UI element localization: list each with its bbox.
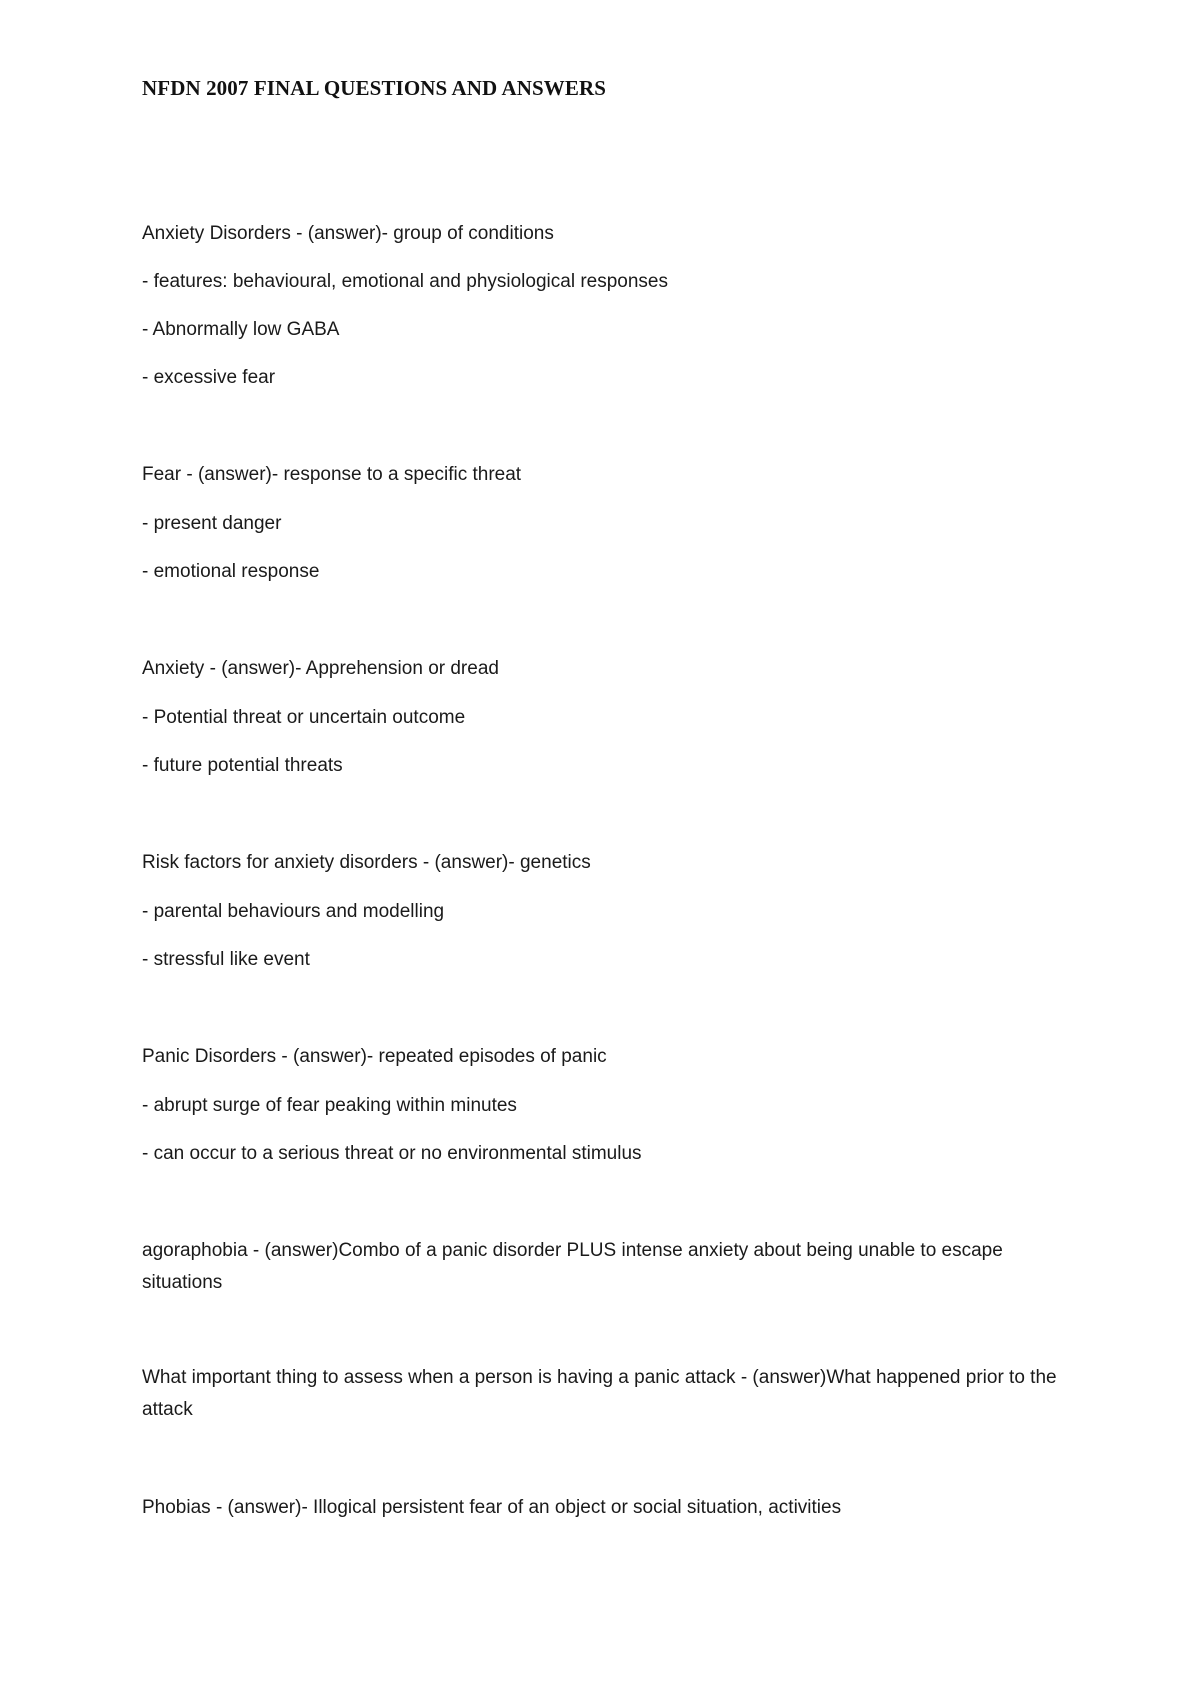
- entry-point: - can occur to a serious threat or no environmental stimulus: [142, 1143, 642, 1164]
- entry-term: Panic Disorders - (answer)- repeated episodes of panic: [142, 1046, 607, 1067]
- entry-term: Phobias - (answer)- Illogical persistent fear of an object or social situation, activities: [142, 1497, 842, 1518]
- entry-point: - emotional response: [142, 561, 320, 582]
- entry-point: - excessive fear: [142, 367, 276, 388]
- entry-point: - abrupt surge of fear peaking within minutes: [142, 1095, 517, 1116]
- entry-term: What important thing to assess when a person is having a panic attack - (answer)What happened prior to the attack: [142, 1367, 1057, 1420]
- entry-point: - Potential threat or uncertain outcome: [142, 707, 466, 728]
- entry-term: agoraphobia - (answer)Combo of a panic disorder PLUS intense anxiety about being unable to escape situations: [142, 1240, 1003, 1293]
- entry-point: - features: behavioural, emotional and physiological responses: [142, 271, 668, 292]
- entry-point: - stressful like event: [142, 949, 310, 970]
- entry-term: Risk factors for anxiety disorders - (answer)- genetics: [142, 852, 591, 873]
- entry-point: - present danger: [142, 513, 282, 534]
- entry-point: - parental behaviours and modelling: [142, 901, 445, 922]
- entry-term: Anxiety - (answer)- Apprehension or dread: [142, 658, 499, 679]
- entry-term: Anxiety Disorders - (answer)- group of conditions: [142, 223, 554, 244]
- entry-point: - Abnormally low GABA: [142, 319, 340, 340]
- entry-term: Fear - (answer)- response to a specific threat: [142, 464, 522, 485]
- entry-point: - future potential threats: [142, 755, 343, 776]
- document-title: NFDN 2007 FINAL QUESTIONS AND ANSWERS: [142, 76, 607, 100]
